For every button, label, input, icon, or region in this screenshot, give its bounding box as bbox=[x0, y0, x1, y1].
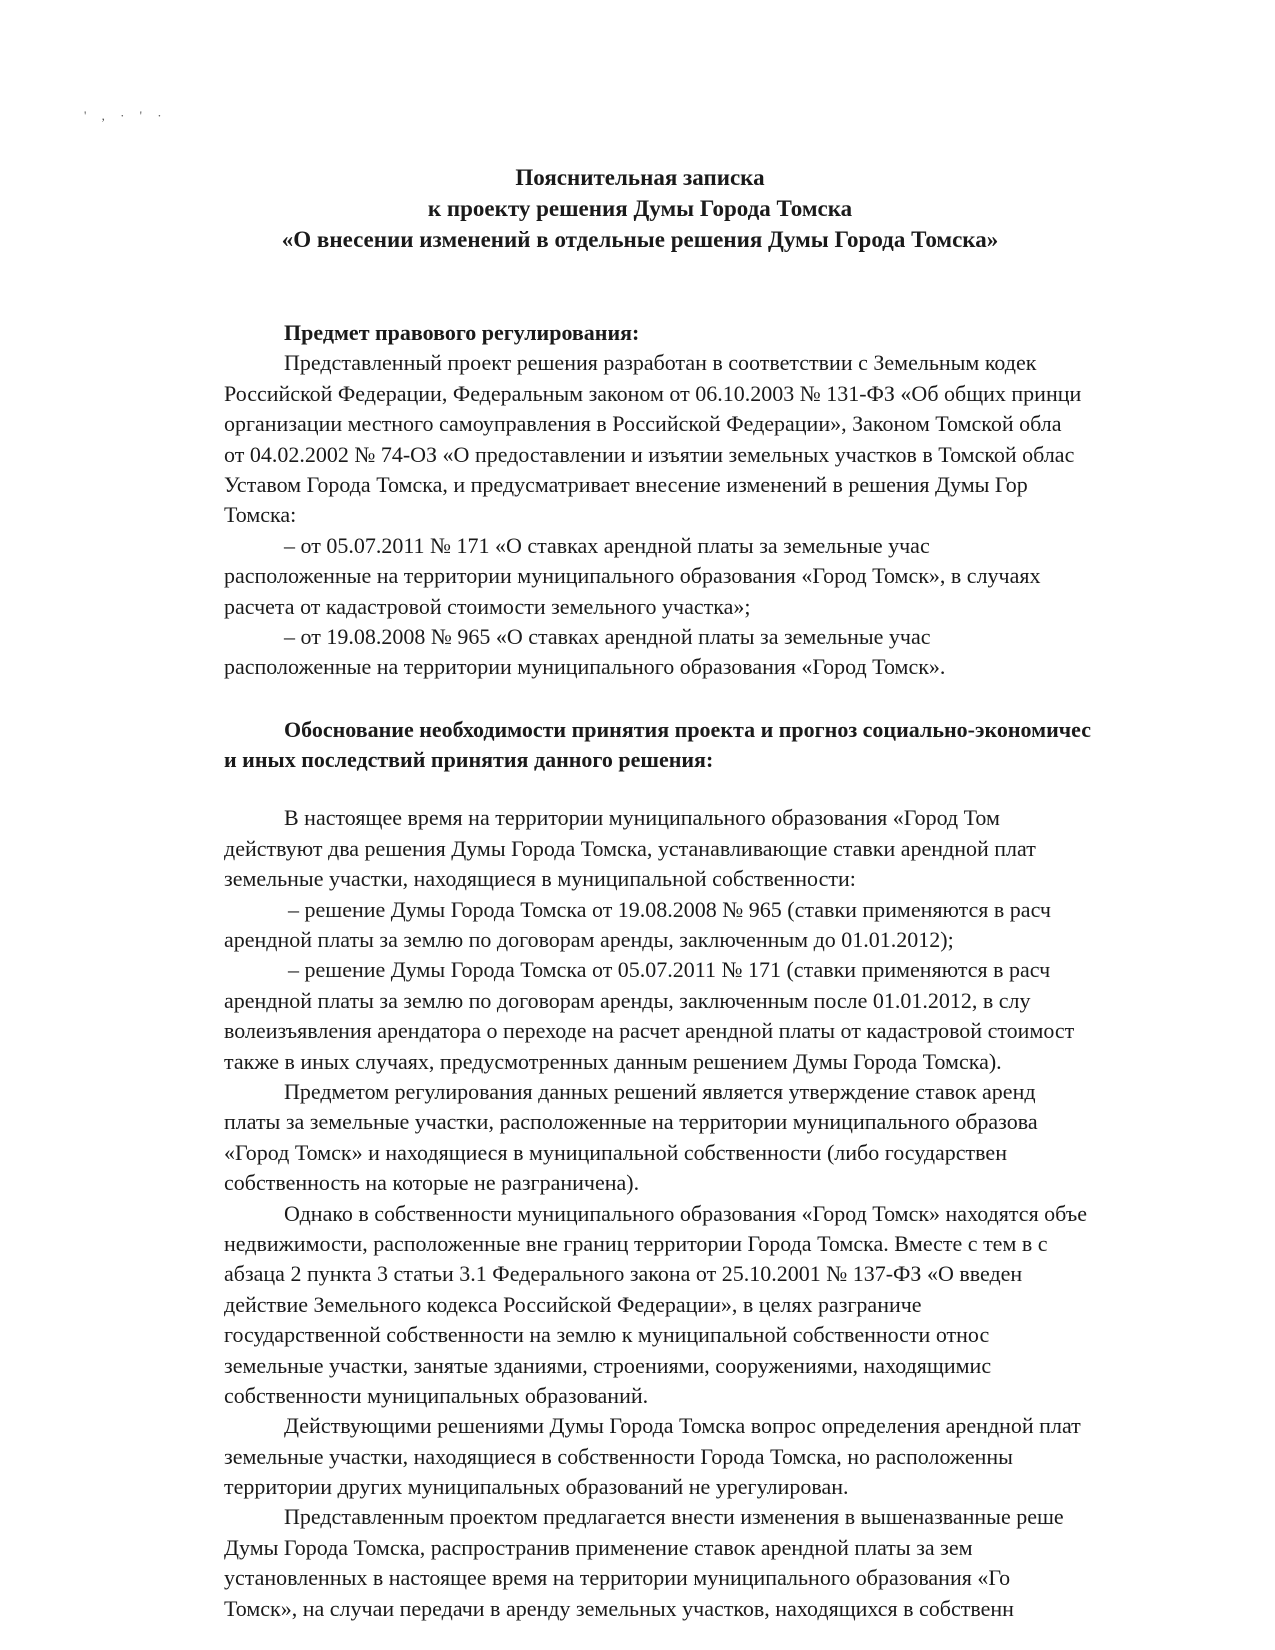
paragraph-line: Уставом Города Томска, и предусматривает внесение изменений в решения Думы Гор bbox=[224, 471, 1028, 497]
paragraph-line: Однако в собственности муниципального образования «Город Томск» находятся объе bbox=[284, 1200, 1087, 1226]
spacer bbox=[224, 775, 1275, 803]
paragraph-line: расположенные на территории муниципального образования «Город Томск». bbox=[224, 654, 946, 680]
section-heading-subject: Предмет правового регулирования: bbox=[284, 320, 640, 345]
paragraph-line: абзаца 2 пункта 3 статьи 3.1 Федерального закона от 25.10.2001 № 137-ФЗ «О введен bbox=[224, 1261, 1023, 1287]
paragraph-line: государственной собственности на землю к муниципальной собственности относ bbox=[224, 1322, 990, 1348]
scan-artifact-marks: ' , · ' · bbox=[84, 108, 168, 123]
section-heading-justification: Обоснование необходимости принятия проекта и прогноз социально-экономичес bbox=[284, 716, 1091, 742]
document-body bbox=[224, 318, 1275, 1624]
paragraph-line: Представленный проект решения разработан в соответствии с Земельным кодек bbox=[284, 350, 1037, 376]
paragraph-line: Томск», на случаи передачи в аренду земельных участков, находящихся в собственн bbox=[224, 1595, 1014, 1621]
paragraph-line: платы за земельные участки, расположенные на территории муниципального образова bbox=[224, 1109, 1038, 1135]
list-item-line: – решение Думы Города Томска от 19.08.2008 № 965 (ставки применяются в расч bbox=[288, 896, 1051, 922]
section-heading-justification-cont: и иных последствий принятия данного решения: bbox=[224, 747, 714, 773]
paragraph-line: действие Земельного кодекса Российской Федерации», в целях разграниче bbox=[224, 1291, 922, 1317]
list-item-line: – решение Думы Города Томска от 05.07.2011 № 171 (ставки применяются в расч bbox=[288, 957, 1051, 983]
paragraph-line: организации местного самоуправления в Российской Федерации», Законом Томской обла bbox=[224, 411, 1062, 437]
paragraph-line: Действующими решениями Думы Города Томска вопрос определения арендной плат bbox=[284, 1413, 1081, 1439]
title-line-2: к проекту решения Думы Города Томска bbox=[427, 196, 853, 221]
paragraph-line: арендной платы за землю по договорам аренды, заключенным до 01.01.2012); bbox=[224, 927, 954, 953]
paragraph-line: недвижимости, расположенные вне границ территории Города Томска. Вместе с тем в с bbox=[224, 1230, 1048, 1256]
paragraph-line: расположенные на территории муниципального образования «Город Томск», в случаях bbox=[224, 563, 1041, 589]
paragraph-line: действуют два решения Думы Города Томска, устанавливающие ставки арендной плат bbox=[224, 835, 1036, 861]
paragraph-line: «Город Томск» и находящиеся в муниципальной собственности (либо государствен bbox=[224, 1139, 1007, 1165]
paragraph-line: установленных в настоящее время на территории муниципального образования «Го bbox=[224, 1565, 1011, 1591]
paragraph-line: земельные участки, находящиеся в собственности Города Томска, но расположенны bbox=[224, 1443, 1013, 1469]
paragraph-line: также в иных случаях, предусмотренных данным решением Думы Города Томска). bbox=[224, 1048, 1002, 1074]
paragraph-line: собственности муниципальных образований. bbox=[224, 1382, 649, 1408]
paragraph-line: территории других муниципальных образований не урегулирован. bbox=[224, 1474, 849, 1500]
paragraph-line: арендной платы за землю по договорам аренды, заключенным после 01.01.2012, в слу bbox=[224, 987, 1031, 1013]
paragraph-line: Представленным проектом предлагается внести изменения в вышеназванные реше bbox=[284, 1504, 1064, 1530]
spacer bbox=[224, 683, 1275, 715]
paragraph-line: Российской Федерации, Федеральным законом от 06.10.2003 № 131-ФЗ «Об общих принци bbox=[224, 380, 1082, 406]
paragraph-line: собственность на которые не разграничена). bbox=[224, 1170, 640, 1196]
paragraph-line: Томска: bbox=[224, 502, 297, 528]
list-item-line: – от 19.08.2008 № 965 «О ставках арендной платы за земельные учас bbox=[284, 623, 931, 649]
list-item-line: – от 05.07.2011 № 171 «О ставках арендной платы за земельные учас bbox=[284, 532, 930, 558]
paragraph-line: Думы Города Томска, распространив применение ставок арендной платы за зем bbox=[224, 1534, 973, 1560]
paragraph-line: В настоящее время на территории муниципального образования «Город Том bbox=[284, 805, 1000, 831]
paragraph-line: расчета от кадастровой стоимости земельного участка»; bbox=[224, 593, 751, 619]
paragraph-line: земельные участки, находящиеся в муниципальной собственности: bbox=[224, 866, 856, 892]
document-title bbox=[260, 162, 1020, 255]
paragraph-line: земельные участки, занятые зданиями, строениями, сооружениями, находящимис bbox=[224, 1352, 992, 1378]
title-line-1: Пояснительная записка bbox=[515, 165, 765, 190]
title-line-3: «О внесении изменений в отдельные решения Думы Города Томска» bbox=[281, 227, 999, 252]
paragraph-line: Предметом регулирования данных решений является утверждение ставок аренд bbox=[284, 1078, 1036, 1104]
paragraph-line: от 04.02.2002 № 74-ОЗ «О предоставлении и изъятии земельных участков в Томской облас bbox=[224, 441, 1075, 467]
paragraph-line: волеизъявления арендатора о переходе на расчет арендной платы от кадастровой стоимост bbox=[224, 1018, 1075, 1044]
